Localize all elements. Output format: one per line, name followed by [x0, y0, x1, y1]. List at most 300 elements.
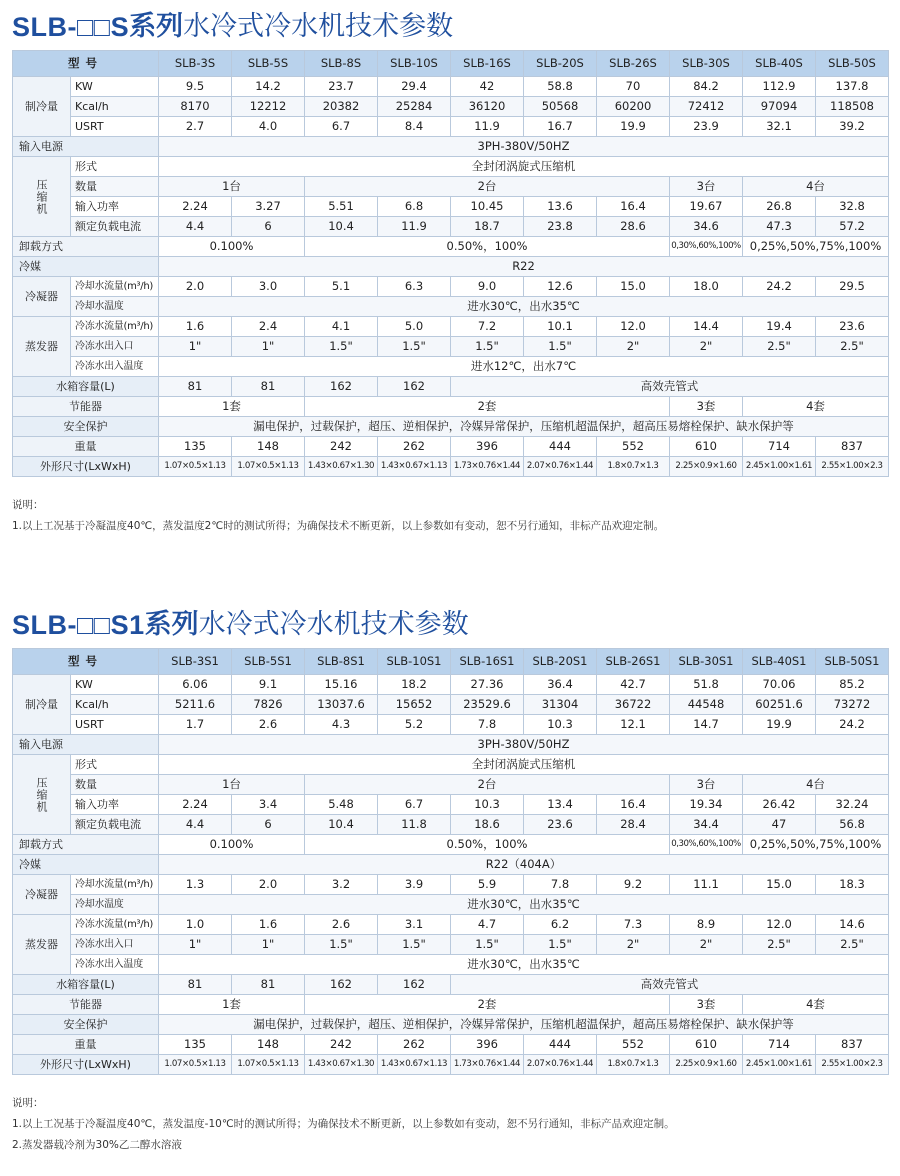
title-model: SLB-□□S1	[12, 610, 145, 640]
unload-label: 卸载方式	[13, 835, 159, 855]
cooling-water-temp-value: 进水30℃，出水35℃	[159, 895, 889, 915]
tank-row	[13, 975, 889, 995]
input-power-value: 26.8	[743, 197, 816, 217]
current-value: 47.3	[743, 217, 816, 237]
current-value: 56.8	[816, 815, 889, 835]
protection-row	[13, 1015, 889, 1035]
qty-value: 1台	[159, 177, 305, 197]
weight-value: 135	[159, 1035, 232, 1055]
cooling-water-flow-value: 3.0	[232, 277, 305, 297]
dims-label: 外形尺寸(LxWxH)	[13, 457, 159, 477]
kw-value: 51.8	[670, 675, 743, 695]
kw-value: 18.2	[378, 675, 451, 695]
kw-value: 9.5	[159, 77, 232, 97]
usrt-value: 19.9	[743, 715, 816, 735]
kw-value: 14.2	[232, 77, 305, 97]
chilled-water-port-value: 1.5"	[451, 935, 524, 955]
qty-value: 2台	[305, 177, 670, 197]
saver-value: 4套	[743, 995, 889, 1015]
model-header: SLB-26S	[597, 51, 670, 77]
dims-value: 1.07×0.5×1.13	[232, 1055, 305, 1075]
usrt-value: 4.3	[305, 715, 378, 735]
current-value: 23.6	[524, 815, 597, 835]
current-value: 28.6	[597, 217, 670, 237]
tank-row	[13, 377, 889, 397]
tank-value: 81	[232, 975, 305, 995]
kcal-value: 20382	[305, 97, 378, 117]
input-power-value: 26.42	[743, 795, 816, 815]
unload-value: 0,30%,60%,100%	[670, 835, 743, 855]
compressor-form-row	[13, 157, 889, 177]
weight-value: 242	[305, 1035, 378, 1055]
cooling-water-flow-value: 18.3	[816, 875, 889, 895]
weight-row	[13, 437, 889, 457]
model-header: SLB-3S1	[159, 649, 232, 675]
compressor-power-row	[13, 795, 889, 815]
chilled-water-temp-label: 冷冻水出入温度	[71, 357, 159, 377]
model-header: SLB-16S	[451, 51, 524, 77]
title-text: 水冷式冷水机技术参数	[183, 11, 454, 42]
model-header-label: 型号	[13, 649, 159, 675]
chilled-water-port-value: 1.5"	[524, 935, 597, 955]
input-power-value: 32.24	[816, 795, 889, 815]
chilled-water-flow-value: 4.1	[305, 317, 378, 337]
chilled-water-flow-value: 2.4	[232, 317, 305, 337]
chilled-water-flow-value: 7.2	[451, 317, 524, 337]
chilled-water-flow-value: 19.4	[743, 317, 816, 337]
kw-label: KW	[71, 675, 159, 695]
kcal-value: 97094	[743, 97, 816, 117]
chilled-water-flow-value: 7.3	[597, 915, 670, 935]
weight-value: 552	[597, 437, 670, 457]
unload-value: 0,25%,50%,75%,100%	[743, 237, 889, 257]
input-power-value: 2.24	[159, 197, 232, 217]
form-value: 全封闭涡旋式压缩机	[159, 157, 889, 177]
model-header: SLB-8S1	[305, 649, 378, 675]
tank-label: 水箱容量(L)	[13, 975, 159, 995]
cooling-water-flow-value: 3.9	[378, 875, 451, 895]
weight-value: 396	[451, 437, 524, 457]
note-line: 1.以上工况基于冷凝温度40℃，蒸发温度2℃时的测试所得；为确保技术不断更新，以上参数如有变动，恕不另行通知，非标产品欢迎定制。	[12, 520, 665, 532]
dims-value: 2.07×0.76×1.44	[524, 457, 597, 477]
condenser-label: 冷凝器	[13, 277, 71, 317]
kw-value: 36.4	[524, 675, 597, 695]
title-series: 系列	[129, 11, 184, 42]
evaporator-label: 蒸发器	[13, 915, 71, 975]
kcal-value: 36120	[451, 97, 524, 117]
cooling-water-flow-value: 11.1	[670, 875, 743, 895]
saver-value: 1套	[159, 397, 305, 417]
cooling-water-flow-value: 6.3	[378, 277, 451, 297]
power-value: 3PH-380V/50HZ	[159, 137, 889, 157]
chilled-water-port-value: 2"	[597, 935, 670, 955]
section-title	[12, 602, 888, 642]
unload-row	[13, 237, 889, 257]
condenser-temp-row	[13, 297, 889, 317]
cooling-water-flow-value: 15.0	[597, 277, 670, 297]
cooling-kw-row	[13, 675, 889, 695]
current-value: 6	[232, 217, 305, 237]
form-label: 形式	[71, 157, 159, 177]
usrt-value: 4.0	[232, 117, 305, 137]
input-power-value: 19.34	[670, 795, 743, 815]
input-power-label: 输入功率	[71, 197, 159, 217]
cooling-water-flow-label: 冷却水流量(m³/h)	[71, 277, 159, 297]
dims-value: 2.55×1.00×2.3	[816, 457, 889, 477]
weight-value: 837	[816, 1035, 889, 1055]
dims-value: 1.73×0.76×1.44	[451, 1055, 524, 1075]
evaporator-port-row	[13, 935, 889, 955]
model-header: SLB-10S	[378, 51, 451, 77]
model-header: SLB-40S	[743, 51, 816, 77]
unload-row	[13, 835, 889, 855]
weight-value: 135	[159, 437, 232, 457]
usrt-value: 2.7	[159, 117, 232, 137]
cooling-water-flow-value: 2.0	[232, 875, 305, 895]
cooling-usrt-row	[13, 715, 889, 735]
weight-value: 552	[597, 1035, 670, 1055]
dims-value: 2.07×0.76×1.44	[524, 1055, 597, 1075]
chilled-water-port-value: 1"	[232, 935, 305, 955]
protection-label: 安全保护	[13, 1015, 159, 1035]
title-text: 水冷式冷水机技术参数	[198, 609, 469, 640]
evaporator-temp-row	[13, 955, 889, 975]
model-header: SLB-8S	[305, 51, 378, 77]
usrt-value: 7.8	[451, 715, 524, 735]
kw-value: 137.8	[816, 77, 889, 97]
weight-value: 396	[451, 1035, 524, 1055]
protection-row	[13, 417, 889, 437]
chilled-water-flow-value: 3.1	[378, 915, 451, 935]
title-model: SLB-□□S	[12, 12, 130, 42]
dims-value: 1.8×0.7×1.3	[597, 1055, 670, 1075]
cooling-water-flow-value: 5.1	[305, 277, 378, 297]
kcal-value: 50568	[524, 97, 597, 117]
dims-value: 1.07×0.5×1.13	[159, 1055, 232, 1075]
qty-value: 3台	[670, 775, 743, 795]
refrigerant-label: 冷媒	[13, 257, 159, 277]
current-value: 34.6	[670, 217, 743, 237]
protection-value: 漏电保护，过载保护，超压、逆相保护，冷媒异常保护，压缩机超温保护，超高压易熔栓保护、缺水保护等	[159, 1015, 889, 1035]
unload-value: 0.50%，100%	[305, 237, 670, 257]
weight-value: 444	[524, 437, 597, 457]
weight-value: 148	[232, 437, 305, 457]
form-value: 全封闭涡旋式压缩机	[159, 755, 889, 775]
saver-row	[13, 995, 889, 1015]
chilled-water-port-value: 1.5"	[378, 935, 451, 955]
chilled-water-flow-value: 2.6	[305, 915, 378, 935]
chilled-water-port-label: 冷冻水出入口	[71, 935, 159, 955]
current-value: 11.8	[378, 815, 451, 835]
current-value: 6	[232, 815, 305, 835]
chilled-water-flow-value: 1.6	[232, 915, 305, 935]
power-row	[13, 735, 889, 755]
chilled-water-flow-value: 5.0	[378, 317, 451, 337]
spec-table	[12, 648, 889, 1075]
chilled-water-port-value: 2"	[670, 337, 743, 357]
chilled-water-flow-value: 14.6	[816, 915, 889, 935]
usrt-value: 16.7	[524, 117, 597, 137]
section-title	[12, 4, 888, 44]
kcal-label: Kcal/h	[71, 97, 159, 117]
unload-value: 0.100%	[159, 237, 305, 257]
tank-value: 81	[159, 377, 232, 397]
dims-value: 2.45×1.00×1.61	[743, 457, 816, 477]
qty-value: 4台	[743, 775, 889, 795]
input-power-value: 32.8	[816, 197, 889, 217]
dims-value: 1.43×0.67×1.13	[378, 457, 451, 477]
input-power-value: 3.27	[232, 197, 305, 217]
evaporator-flow-row	[13, 915, 889, 935]
kw-value: 58.8	[524, 77, 597, 97]
model-header: SLB-30S1	[670, 649, 743, 675]
current-value: 47	[743, 815, 816, 835]
chilled-water-flow-label: 冷冻水流量(m³/h)	[71, 915, 159, 935]
chilled-water-port-value: 2"	[597, 337, 670, 357]
weight-row	[13, 1035, 889, 1055]
spec-section-s1	[12, 602, 888, 1156]
qty-value: 3台	[670, 177, 743, 197]
current-value: 4.4	[159, 217, 232, 237]
chilled-water-flow-value: 8.9	[670, 915, 743, 935]
chilled-water-port-value: 2"	[670, 935, 743, 955]
cooling-water-flow-value: 1.3	[159, 875, 232, 895]
usrt-value: 24.2	[816, 715, 889, 735]
saver-value: 2套	[305, 397, 670, 417]
cooling-water-flow-value: 3.2	[305, 875, 378, 895]
compressor-current-row	[13, 815, 889, 835]
qty-value: 4台	[743, 177, 889, 197]
kcal-value: 72412	[670, 97, 743, 117]
note-line: 说明：	[12, 1097, 44, 1109]
saver-value: 3套	[670, 397, 743, 417]
kcal-value: 31304	[524, 695, 597, 715]
weight-value: 610	[670, 1035, 743, 1055]
chilled-water-port-value: 1.5"	[305, 337, 378, 357]
input-power-value: 16.4	[597, 197, 670, 217]
dims-value: 2.25×0.9×1.60	[670, 457, 743, 477]
usrt-value: 19.9	[597, 117, 670, 137]
kcal-label: Kcal/h	[71, 695, 159, 715]
compressor-power-row	[13, 197, 889, 217]
weight-label: 重量	[13, 1035, 159, 1055]
kcal-value: 7826	[232, 695, 305, 715]
evaporator-port-row	[13, 337, 889, 357]
current-value: 10.4	[305, 217, 378, 237]
dims-value: 1.8×0.7×1.3	[597, 457, 670, 477]
chilled-water-temp-value: 进水30℃，出水35℃	[159, 955, 889, 975]
condenser-temp-row	[13, 895, 889, 915]
usrt-value: 11.9	[451, 117, 524, 137]
dims-value: 1.43×0.67×1.13	[378, 1055, 451, 1075]
current-value: 4.4	[159, 815, 232, 835]
tank-value: 162	[305, 377, 378, 397]
kcal-value: 25284	[378, 97, 451, 117]
cooling-water-flow-value: 24.2	[743, 277, 816, 297]
chilled-water-flow-value: 14.4	[670, 317, 743, 337]
model-header: SLB-5S1	[232, 649, 305, 675]
usrt-value: 10.3	[524, 715, 597, 735]
notes	[12, 495, 888, 537]
usrt-label: USRT	[71, 117, 159, 137]
weight-value: 242	[305, 437, 378, 457]
current-value: 10.4	[305, 815, 378, 835]
kcal-value: 118508	[816, 97, 889, 117]
saver-row	[13, 397, 889, 417]
cooling-capacity-label: 制冷量	[13, 675, 71, 735]
usrt-value: 23.9	[670, 117, 743, 137]
kcal-value: 60251.6	[743, 695, 816, 715]
chilled-water-port-value: 2.5"	[816, 935, 889, 955]
evaporator-label: 蒸发器	[13, 317, 71, 377]
unload-value: 0.50%，100%	[305, 835, 670, 855]
unload-value: 0.100%	[159, 835, 305, 855]
tank-value: 81	[159, 975, 232, 995]
current-label: 额定负载电流	[71, 217, 159, 237]
tank-value: 81	[232, 377, 305, 397]
cooling-water-flow-value: 5.9	[451, 875, 524, 895]
weight-value: 262	[378, 1035, 451, 1055]
compressor-label: 压缩机	[13, 157, 71, 237]
compressor-label: 压缩机	[13, 755, 71, 835]
kw-value: 23.7	[305, 77, 378, 97]
condenser-flow-row	[13, 875, 889, 895]
cooling-water-temp-label: 冷却水温度	[71, 297, 159, 317]
kcal-value: 12212	[232, 97, 305, 117]
model-header: SLB-20S1	[524, 649, 597, 675]
saver-value: 2套	[305, 995, 670, 1015]
weight-value: 714	[743, 1035, 816, 1055]
usrt-value: 12.1	[597, 715, 670, 735]
header-row	[13, 51, 889, 77]
qty-value: 1台	[159, 775, 305, 795]
refrigerant-value: R22	[159, 257, 889, 277]
cooling-water-temp-label: 冷却水温度	[71, 895, 159, 915]
cooling-water-flow-value: 9.2	[597, 875, 670, 895]
input-power-value: 5.48	[305, 795, 378, 815]
condenser-flow-row	[13, 277, 889, 297]
power-value: 3PH-380V/50HZ	[159, 735, 889, 755]
usrt-value: 32.1	[743, 117, 816, 137]
current-value: 11.9	[378, 217, 451, 237]
chilled-water-flow-value: 12.0	[597, 317, 670, 337]
model-header: SLB-40S1	[743, 649, 816, 675]
chilled-water-port-value: 1.5"	[451, 337, 524, 357]
cooling-water-flow-value: 12.6	[524, 277, 597, 297]
cooling-water-flow-value: 15.0	[743, 875, 816, 895]
qty-value: 2台	[305, 775, 670, 795]
cooling-water-flow-value: 7.8	[524, 875, 597, 895]
weight-label: 重量	[13, 437, 159, 457]
dims-value: 1.07×0.5×1.13	[232, 457, 305, 477]
kcal-value: 15652	[378, 695, 451, 715]
saver-label: 节能器	[13, 995, 159, 1015]
chilled-water-port-value: 1.5"	[305, 935, 378, 955]
model-header: SLB-16S1	[451, 649, 524, 675]
kw-value: 84.2	[670, 77, 743, 97]
dims-value: 2.55×1.00×2.3	[816, 1055, 889, 1075]
kcal-value: 60200	[597, 97, 670, 117]
cooling-water-flow-value: 29.5	[816, 277, 889, 297]
evaporator-flow-row	[13, 317, 889, 337]
chilled-water-port-value: 1"	[159, 337, 232, 357]
kw-value: 112.9	[743, 77, 816, 97]
chilled-water-port-value: 1"	[159, 935, 232, 955]
power-row	[13, 137, 889, 157]
usrt-value: 14.7	[670, 715, 743, 735]
saver-label: 节能器	[13, 397, 159, 417]
weight-value: 714	[743, 437, 816, 457]
input-power-value: 10.3	[451, 795, 524, 815]
current-value: 57.2	[816, 217, 889, 237]
model-header: SLB-30S	[670, 51, 743, 77]
kcal-value: 44548	[670, 695, 743, 715]
power-label: 输入电源	[13, 735, 159, 755]
dims-value: 2.45×1.00×1.61	[743, 1055, 816, 1075]
notes	[12, 1093, 888, 1156]
input-power-value: 3.4	[232, 795, 305, 815]
protection-value: 漏电保护，过载保护，超压、逆相保护，冷媒异常保护，压缩机超温保护，超高压易熔栓保护、缺水保护等	[159, 417, 889, 437]
chilled-water-flow-value: 10.1	[524, 317, 597, 337]
chilled-water-port-value: 2.5"	[816, 337, 889, 357]
input-power-value: 6.7	[378, 795, 451, 815]
cooling-water-flow-label: 冷却水流量(m³/h)	[71, 875, 159, 895]
condenser-label: 冷凝器	[13, 875, 71, 915]
spec-section-s	[12, 4, 888, 537]
tank-value: 162	[378, 377, 451, 397]
chilled-water-flow-value: 6.2	[524, 915, 597, 935]
dims-value: 1.73×0.76×1.44	[451, 457, 524, 477]
cooling-water-flow-value: 2.0	[159, 277, 232, 297]
chilled-water-flow-value: 12.0	[743, 915, 816, 935]
power-label: 输入电源	[13, 137, 159, 157]
chilled-water-flow-value: 4.7	[451, 915, 524, 935]
input-power-value: 10.45	[451, 197, 524, 217]
usrt-value: 2.6	[232, 715, 305, 735]
qty-label: 数量	[71, 775, 159, 795]
qty-label: 数量	[71, 177, 159, 197]
kw-value: 85.2	[816, 675, 889, 695]
cooling-water-temp-value: 进水30℃，出水35℃	[159, 297, 889, 317]
header-row	[13, 649, 889, 675]
chilled-water-temp-label: 冷冻水出入温度	[71, 955, 159, 975]
compressor-qty-row	[13, 775, 889, 795]
input-power-value: 6.8	[378, 197, 451, 217]
unload-label: 卸载方式	[13, 237, 159, 257]
unload-value: 0,25%,50%,75%,100%	[743, 835, 889, 855]
weight-value: 610	[670, 437, 743, 457]
tank-other-value: 高效壳管式	[451, 377, 889, 397]
kw-value: 29.4	[378, 77, 451, 97]
input-power-value: 13.4	[524, 795, 597, 815]
current-label: 额定负载电流	[71, 815, 159, 835]
tank-label: 水箱容量(L)	[13, 377, 159, 397]
model-header: SLB-3S	[159, 51, 232, 77]
compressor-form-row	[13, 755, 889, 775]
form-label: 形式	[71, 755, 159, 775]
chilled-water-flow-value: 23.6	[816, 317, 889, 337]
cooling-capacity-label: 制冷量	[13, 77, 71, 137]
weight-value: 262	[378, 437, 451, 457]
cooling-kw-row	[13, 77, 889, 97]
kcal-value: 36722	[597, 695, 670, 715]
weight-value: 837	[816, 437, 889, 457]
input-power-label: 输入功率	[71, 795, 159, 815]
unload-value: 0,30%,60%,100%	[670, 237, 743, 257]
note-line: 1.以上工况基于冷凝温度40℃，蒸发温度-10℃时的测试所得；为确保技术不断更新，以上参数如有变动，恕不另行通知，非标产品欢迎定制。	[12, 1118, 675, 1130]
kw-value: 9.1	[232, 675, 305, 695]
input-power-value: 13.6	[524, 197, 597, 217]
